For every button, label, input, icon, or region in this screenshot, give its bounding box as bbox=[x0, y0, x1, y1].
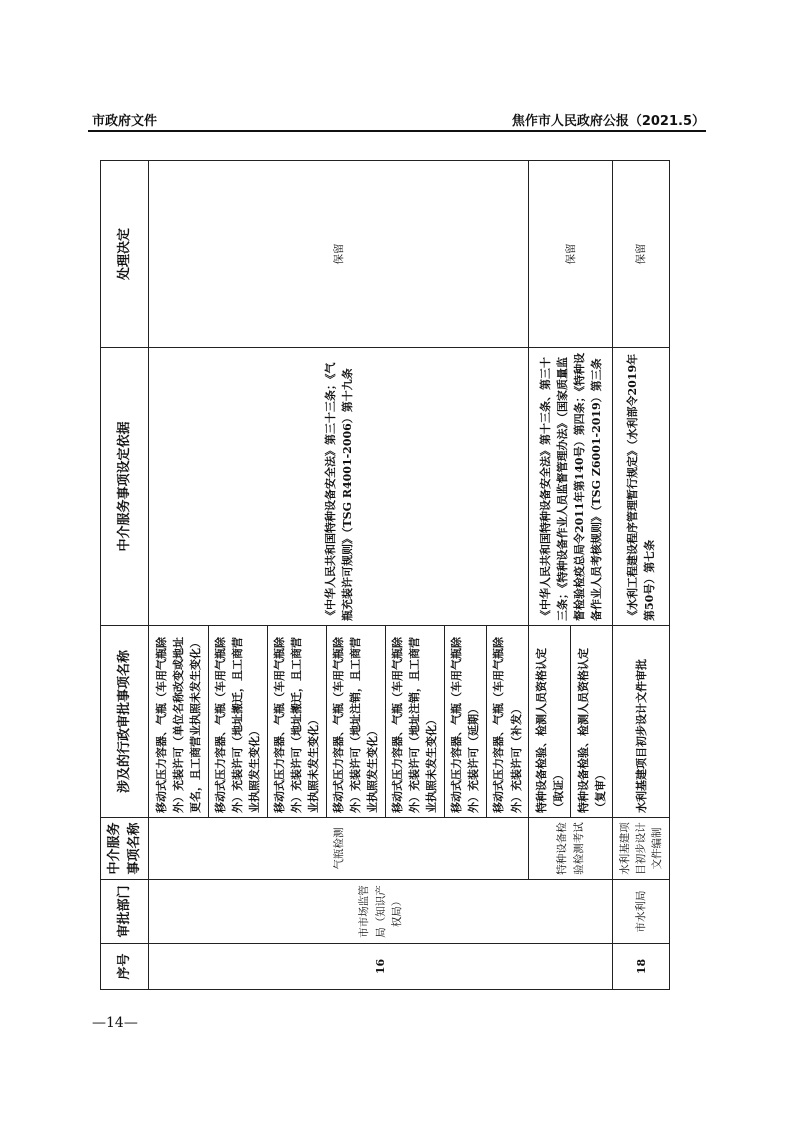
row18-seq: 18 bbox=[613, 944, 670, 990]
row16-decision: 保留 bbox=[149, 161, 529, 348]
row18-service: 水利基建项目初步设计文件编制 bbox=[613, 818, 670, 880]
header-decision: 处理决定 bbox=[101, 161, 149, 348]
rotated-table bbox=[100, 161, 670, 990]
row17-basis: 《中华人民共和国特种设备安全法》第十三条、第三十三条；《特种设备作业人员监督管理办法》（国家质量监督检验检疫总局令2011年第140号）第四条；《特种设备作业人员考核规则》（TSG Z6001-2019）第三条 bbox=[529, 348, 613, 626]
row16-item: 移动式压力容器、气瓶（车用气瓶除外）充装许可（地址注销，且工商营业执照发生变化） bbox=[326, 626, 385, 818]
row16-service: 气瓶检测 bbox=[149, 818, 529, 880]
row17-decision: 保留 bbox=[529, 161, 613, 348]
table-header-row bbox=[101, 161, 149, 990]
row16-item: 移动式压力容器、气瓶（车用气瓶除外）充装许可（地址注销，且工商营业执照未发生变化） bbox=[385, 626, 444, 818]
header-dept: 审批部门 bbox=[101, 880, 149, 944]
row16-seq: 16 bbox=[149, 944, 613, 990]
row17-item: 特种设备检验、检测人员资格认定（取证） bbox=[529, 626, 571, 818]
header-service: 中介服务事项名称 bbox=[101, 818, 149, 880]
approval-table bbox=[100, 160, 670, 990]
table-row bbox=[613, 161, 670, 990]
table-row bbox=[529, 161, 571, 990]
row17-item: 特种设备检验、检测人员资格认定（复审） bbox=[571, 626, 613, 818]
header-seq: 序号 bbox=[101, 944, 149, 990]
row16-item: 移动式压力容器、气瓶（车用气瓶除外）充装许可（地址搬迁，且工商营业执照发生变化） bbox=[208, 626, 267, 818]
row18-item: 水利基建项目初步设计文件审批 bbox=[613, 626, 670, 818]
header-basis: 中介服务事项设定依据 bbox=[101, 348, 149, 626]
page-number: —14— bbox=[92, 1015, 138, 1031]
row16-item: 移动式压力容器、气瓶（车用气瓶除外）充装许可（补发） bbox=[486, 626, 528, 818]
table-row bbox=[149, 161, 208, 990]
row16-basis: 《中华人民共和国特种设备安全法》第三十三条；《气瓶充装许可规则》（TSG R4001-2006）第十九条 bbox=[149, 348, 529, 626]
header-left: 市政府文件 bbox=[92, 114, 158, 129]
row17-service: 特种设备检验检测考试 bbox=[529, 818, 613, 880]
row18-basis: 《水利工程建设程序管理暂行规定》（水利部令2019年第50号）第七条 bbox=[613, 348, 670, 626]
row18-decision: 保留 bbox=[613, 161, 670, 348]
row16-dept: 市市场监管局（知识产权局） bbox=[149, 880, 613, 944]
row16-item: 移动式压力容器、气瓶（车用气瓶除外）充装许可（地址搬迁，且工商营业执照未发生变化） bbox=[267, 626, 326, 818]
header-right: 焦作市人民政府公报（2021.5） bbox=[511, 114, 705, 129]
row16-item: 移动式压力容器、气瓶（车用气瓶除外）充装许可（延期） bbox=[444, 626, 486, 818]
header-items: 涉及的行政审批事项名称 bbox=[101, 626, 149, 818]
row18-dept: 市水利局 bbox=[613, 880, 670, 944]
header-rule bbox=[88, 130, 706, 132]
row16-item: 移动式压力容器、气瓶（车用气瓶除外）充装许可（单位名称改变或地址更名，且工商营业执照未发生变化） bbox=[149, 626, 208, 818]
